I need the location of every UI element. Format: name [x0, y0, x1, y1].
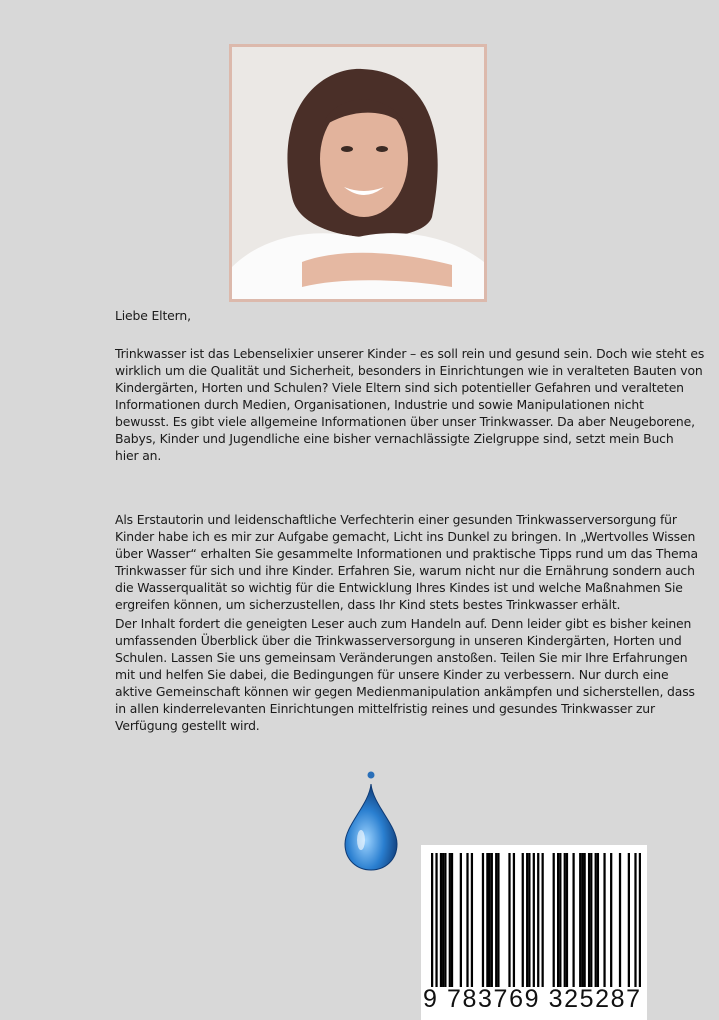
greeting — [115, 307, 606, 324]
barcode-bar — [628, 853, 630, 987]
barcode-bar — [533, 853, 535, 987]
paragraph-line: Trinkwasser ist das Lebenselixier unserer Kinder – es soll rein und gesund sein. Doch wie steht es — [115, 346, 705, 361]
paragraph-line: mit und helfen Sie dabei, die Bedingungen für unsere Kinder zu verbessern. Nur durch eine — [115, 667, 669, 682]
paragraph-line: Schulen. Lassen Sie uns gemeinsam Veränderungen anstoßen. Teilen Sie mir Ihre Erfahrungen — [115, 650, 688, 665]
paragraph-line: ergreifen können, um sicherzustellen, dass Ihr Kind stets bestes Trinkwasser erhält. — [115, 597, 621, 612]
paragraph-line: aktive Gemeinschaft können wir gegen Medienmanipulation ankämpfen und sicherstellen, dass — [115, 684, 695, 699]
barcode-bar — [590, 853, 592, 987]
paragraph-line: Babys, Kinder und Jugendliche eine bisher vernachlässigte Zielgruppe sind, setzt mein Buch — [115, 431, 674, 446]
water-drop-icon — [343, 770, 399, 872]
barcode-bar — [466, 853, 468, 987]
barcode-bar — [513, 853, 515, 987]
barcode-bar — [526, 853, 528, 987]
barcode-bar — [553, 853, 555, 987]
barcode-bar — [588, 853, 590, 987]
barcode-bar — [528, 853, 530, 987]
greeting-text: Liebe Eltern, — [115, 308, 191, 323]
barcode-bar — [572, 853, 574, 987]
barcode-bar — [566, 853, 568, 987]
barcode-bar — [595, 853, 597, 987]
barcode-bar — [442, 853, 444, 987]
barcode-bar — [471, 853, 473, 987]
barcode-bar — [603, 853, 605, 987]
barcode-bar — [537, 853, 539, 987]
barcode-bar — [451, 853, 453, 987]
paragraph-line: Als Erstautorin und leidenschaftliche Verfechterin einer gesunden Trinkwasserversorgung für — [115, 512, 677, 527]
paragraph-line: umfassenden Überblick über die Trinkwasserversorgung in unseren Kindergärten, Horten und — [115, 633, 682, 648]
barcode-bars — [431, 853, 641, 987]
barcode-bar — [486, 853, 488, 987]
barcode-bar — [444, 853, 446, 987]
barcode-bar — [634, 853, 636, 987]
barcode-bar — [488, 853, 490, 987]
paragraph-line: die Wasserqualität so wichtig für die Entwicklung Ihres Kindes ist und welche Maßnahmen Sie — [115, 580, 683, 595]
barcode-bar — [460, 853, 462, 987]
barcode-bar — [584, 853, 586, 987]
paragraph-line: Informationen durch Medien, Organisationen, Industrie und sowie Manipulationen nicht — [115, 397, 644, 412]
barcode-bar — [559, 853, 561, 987]
barcode-bar — [497, 853, 499, 987]
isbn-number: 9 783769 325287 — [423, 985, 642, 1013]
barcode-bar — [482, 853, 484, 987]
paragraph-line: hier an. — [115, 448, 162, 463]
barcode-bar — [522, 853, 524, 987]
paragraph-line: Der Inhalt fordert die geneigten Leser auch zum Handeln auf. Denn leider gibt es bisher keinen — [115, 616, 692, 631]
barcode-bar — [508, 853, 510, 987]
barcode-bar — [449, 853, 451, 987]
author-portrait-image — [232, 47, 484, 299]
paragraph-line: bewusst. Es gibt viele allgemeine Informationen über unser Trinkwasser. Da aber Neugeborene, — [115, 414, 695, 429]
paragraph-line: über Wasser“ erhalten Sie gesammelte Informationen und praktische Tipps rund um das Thema — [115, 546, 698, 561]
paragraph-line: Kindergärten, Horten und Schulen? Viele Eltern sind sich potentieller Gefahren und veralteten — [115, 380, 684, 395]
author-photo — [229, 44, 487, 302]
paragraph-line: wirklich um die Qualität und Sicherheit, besonders in Einrichtungen wie in veralteten Bauten von — [115, 363, 703, 378]
barcode-bar — [597, 853, 599, 987]
barcode-bar — [557, 853, 559, 987]
barcode-bar — [491, 853, 493, 987]
barcode-bar — [564, 853, 566, 987]
barcode-bar — [495, 853, 497, 987]
barcode-bar — [440, 853, 442, 987]
isbn-barcode — [421, 845, 647, 1020]
paragraph-line: Trinkwasser für sich und ihre Kinder. Erfahren Sie, warum nicht nur die Ernährung sondern auch — [115, 563, 695, 578]
barcode-bar — [581, 853, 583, 987]
paragraph-line: Verfügung gestellt wird. — [115, 718, 260, 733]
barcode-bar — [579, 853, 581, 987]
barcode-bar — [610, 853, 612, 987]
paragraph-2 — [115, 511, 698, 613]
barcode-bar — [639, 853, 641, 987]
barcode-bar — [542, 853, 544, 987]
paragraph-1 — [115, 345, 705, 464]
barcode-bar — [431, 853, 433, 987]
paragraph-line: in allen kinderrelevanten Einrichtungen mittelfristig reines und gesundes Trinkwasser zur — [115, 701, 655, 716]
paragraph-line: Kinder habe ich es mir zur Aufgabe gemacht, Licht ins Dunkel zu bringen. In „Wertvolles Wissen — [115, 529, 696, 544]
barcode-bar — [619, 853, 621, 987]
barcode-bar — [435, 853, 437, 987]
paragraph-3 — [115, 615, 695, 734]
